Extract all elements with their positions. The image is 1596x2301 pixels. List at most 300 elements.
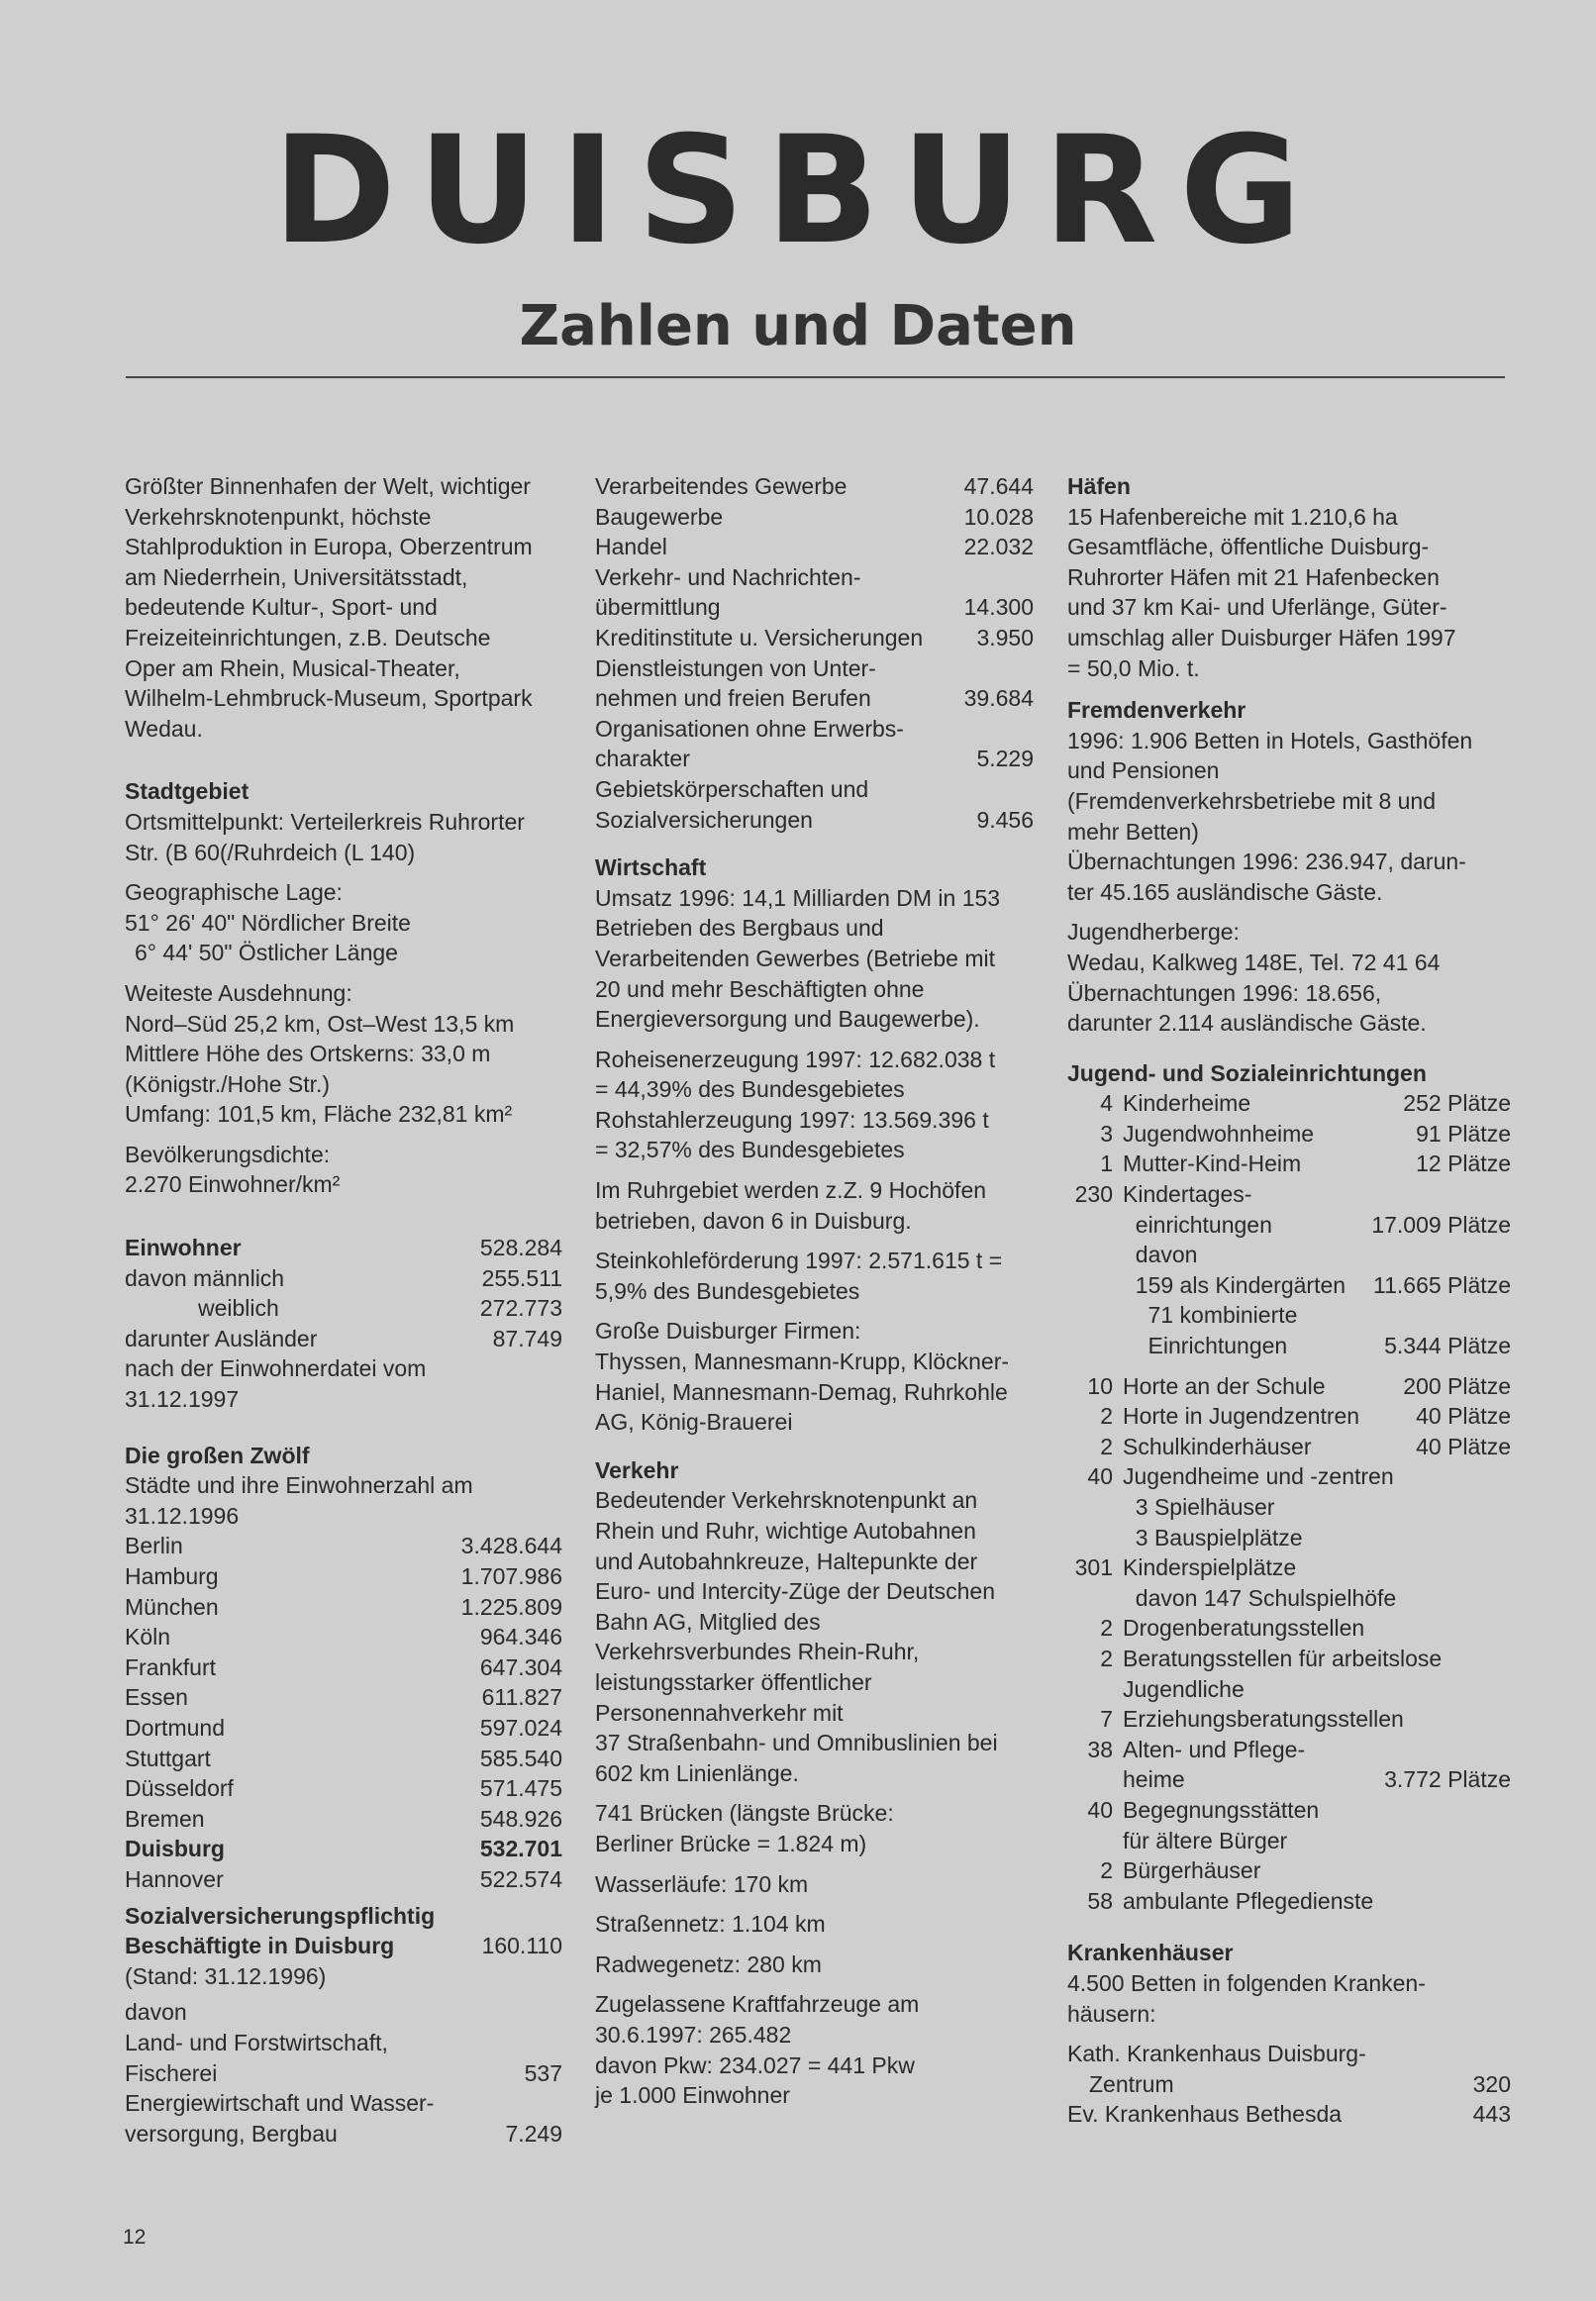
spacer — [595, 1979, 1034, 1989]
facility-name: Bürgerhäuser — [1123, 1857, 1261, 1884]
zwoelf-intro: Städte und ihre Einwohnerzahl am — [125, 1472, 473, 1499]
verkehr-line: und Autobahnkreuze, Haltepunkte der — [595, 1548, 978, 1574]
city-name: Hannover — [125, 1865, 224, 1892]
verkehr-heading: Verkehr — [595, 1456, 679, 1483]
facility-name: Jugendwohnheime — [1123, 1120, 1315, 1147]
city-row — [125, 1744, 562, 1774]
jugend-heading: Jugend- und Sozialeinrichtungen — [1067, 1059, 1427, 1086]
verkehr-line: Straßennetz: 1.104 km — [595, 1911, 826, 1938]
employment-value: 14.300 — [963, 594, 1034, 621]
intro-line: Freizeiteinrichtungen, z.B. Deutsche — [125, 624, 491, 650]
facility-capacity: 200 Plätze — [1403, 1372, 1511, 1399]
stadtgebiet-line: Weiteste Ausdehnung: — [125, 979, 352, 1006]
facility-count: 2 — [1100, 1615, 1113, 1642]
city-name: Düsseldorf — [125, 1775, 234, 1802]
wirtschaft-line: 20 und mehr Beschäftigten ohne — [595, 975, 925, 1002]
city-population: 585.540 — [479, 1745, 562, 1771]
hospital-row — [1067, 2069, 1511, 2100]
beschaeftigte-davon: davon — [125, 1999, 187, 2026]
einwohner-note: nach der Einwohnerdatei vom — [125, 1355, 427, 1382]
city-name: Essen — [125, 1684, 188, 1711]
facility-row — [1067, 1210, 1511, 1241]
fremdenverkehr-line: Übernachtungen 1996: 236.947, darun- — [1067, 849, 1466, 875]
employment-sector: Organisationen ohne Erwerbs- — [595, 715, 904, 742]
intro-line: Stahlproduktion in Europa, Oberzentrum — [125, 534, 533, 560]
facility-name: 3 Spielhäuser — [1123, 1494, 1275, 1520]
employment-value: 9.456 — [976, 806, 1034, 833]
haefen-line: Ruhrorter Häfen mit 21 Hafenbecken — [1067, 563, 1440, 590]
fremdenverkehr-line: und Pensionen — [1067, 757, 1220, 784]
haefen-line: umschlag aller Duisburger Häfen 1997 — [1067, 624, 1456, 650]
employment-sector: Kreditinstitute u. Versicherungen — [595, 624, 924, 650]
facility-row — [1067, 1179, 1511, 1210]
fremdenverkehr-line: Jugendherberge: — [1067, 919, 1240, 946]
facility-name: heime — [1123, 1766, 1185, 1793]
verkehr-section — [595, 1485, 1034, 2110]
facility-row — [1067, 1795, 1511, 1826]
beschaeftigte-heading-row — [125, 1931, 562, 1961]
employment-sector: Fischerei — [125, 2059, 218, 2086]
employment-row — [595, 744, 1034, 774]
facility-count: 38 — [1087, 1736, 1113, 1762]
verkehr-line: Wasserläufe: 170 km — [595, 1870, 809, 1897]
facility-row — [1067, 1855, 1511, 1886]
facility-row — [1067, 1270, 1511, 1301]
wirtschaft-section — [595, 883, 1034, 1438]
einwohner-value: 272.773 — [479, 1295, 562, 1322]
employment-row — [125, 2088, 562, 2119]
city-row — [125, 1622, 562, 1652]
employment-row — [595, 683, 1034, 714]
city-name: München — [125, 1593, 219, 1620]
employment-row — [125, 2119, 562, 2150]
city-population: 522.574 — [479, 1865, 562, 1892]
spacer — [125, 968, 562, 978]
city-row — [125, 1713, 562, 1744]
employment-row — [595, 774, 1034, 805]
facility-name: Alten- und Pflege- — [1123, 1736, 1306, 1762]
haefen-line: Gesamtfläche, öffentliche Duisburg- — [1067, 534, 1430, 560]
employment-sector: charakter — [595, 746, 690, 772]
einwohner-label: darunter Ausländer — [125, 1325, 318, 1351]
facility-count: 1 — [1100, 1150, 1113, 1177]
facility-row — [1067, 1088, 1511, 1119]
wirtschaft-line: Thyssen, Mannesmann-Krupp, Klöckner- — [595, 1349, 1010, 1375]
facility-row — [1067, 1461, 1511, 1492]
stadtgebiet-heading: Stadtgebiet — [125, 778, 249, 805]
verkehr-line: leistungsstarker öffentlicher — [595, 1668, 872, 1695]
verkehr-line: Radwegenetz: 280 km — [595, 1951, 822, 1977]
city-row — [125, 1652, 562, 1683]
facility-name: 71 kombinierte — [1123, 1302, 1298, 1329]
stadtgebiet-line: Umfang: 101,5 km, Fläche 232,81 km² — [125, 1101, 513, 1128]
verkehr-line: Bedeutender Verkehrsknotenpunkt an — [595, 1487, 978, 1514]
intro-line: Wilhelm-Lehmbruck-Museum, Sportpark — [125, 685, 533, 712]
facility-name: Schulkinderhäuser — [1123, 1433, 1312, 1459]
intro-line: Oper am Rhein, Musical-Theater, — [125, 654, 460, 681]
einwohner-row — [125, 1324, 562, 1354]
spacer — [1067, 2029, 1511, 2039]
einwohner-value: 87.749 — [492, 1325, 562, 1351]
employment-row — [595, 502, 1034, 533]
krankenhaeuser-section — [1067, 1968, 1511, 2130]
facility-name: Beratungsstellen für arbeitslose — [1123, 1645, 1443, 1671]
employment-value: 22.032 — [963, 534, 1034, 560]
city-row — [125, 1592, 562, 1623]
city-row — [125, 1561, 562, 1592]
facility-name: 159 als Kindergärten — [1123, 1271, 1347, 1298]
facility-count: 230 — [1074, 1181, 1113, 1208]
facility-name: 3 Bauspielplätze — [1123, 1524, 1303, 1551]
city-row — [125, 1864, 562, 1895]
einwohner-row — [125, 1293, 562, 1324]
city-population: 532.701 — [479, 1836, 562, 1862]
stadtgebiet-line: Ortsmittelpunkt: Verteilerkreis Ruhrorter — [125, 808, 525, 835]
spacer — [595, 1859, 1034, 1869]
fremdenverkehr-line: mehr Betten) — [1067, 818, 1199, 845]
hospital-beds: 320 — [1472, 2070, 1511, 2097]
einwohner-note: 31.12.1997 — [125, 1386, 240, 1413]
einwohner-total: 528.284 — [479, 1235, 562, 1261]
employment-sector: übermittlung — [595, 594, 721, 621]
city-population: 1.225.809 — [460, 1593, 562, 1620]
verkehr-line: Verkehrsverbundes Rhein-Ruhr, — [595, 1639, 920, 1665]
wirtschaft-line: = 32,57% des Bundesgebietes — [595, 1137, 905, 1163]
haefen-section — [1067, 502, 1511, 684]
hospital-beds: 443 — [1472, 2101, 1511, 2128]
facility-row — [1067, 1401, 1511, 1432]
city-name: Duisburg — [125, 1836, 225, 1862]
stadtgebiet-line: 6° 44' 50" Östlicher Länge — [135, 940, 398, 966]
facility-capacity: 91 Plätze — [1416, 1120, 1511, 1147]
spacer — [595, 1165, 1034, 1175]
facility-row — [1067, 1240, 1511, 1270]
facility-count: 3 — [1100, 1120, 1113, 1147]
facility-row — [1067, 1492, 1511, 1523]
city-row — [125, 1834, 562, 1864]
employment-sector: Land- und Forstwirtschaft, — [125, 2029, 388, 2055]
facility-row — [1067, 1331, 1511, 1361]
city-population: 964.346 — [479, 1624, 562, 1651]
stadtgebiet-line: Bevölkerungsdichte: — [125, 1141, 331, 1167]
einwohner-heading: Einwohner — [125, 1235, 242, 1261]
facility-name: einrichtungen — [1123, 1211, 1272, 1238]
employment-row — [595, 592, 1034, 623]
facility-count: 40 — [1087, 1796, 1113, 1823]
beschaeftigte-list — [125, 2028, 562, 2149]
beschaeftigte-stand: (Stand: 31.12.1996) — [125, 1962, 327, 1989]
verkehr-line: Rhein und Ruhr, wichtige Autobahnen — [595, 1518, 976, 1544]
facility-name: davon — [1123, 1242, 1198, 1268]
employment-value: 5.229 — [976, 746, 1034, 772]
stadtgebiet-line: 51° 26' 40" Nördlicher Breite — [125, 909, 411, 936]
hospital-name: Zentrum — [1089, 2070, 1174, 2097]
wirtschaft-line: Umsatz 1996: 14,1 Milliarden DM in 153 — [595, 884, 1001, 911]
verkehr-line: davon Pkw: 234.027 = 441 Pkw — [595, 2051, 915, 2078]
verkehr-line: je 1.000 Einwohner — [595, 2082, 790, 2109]
facility-row — [1067, 1149, 1511, 1179]
wirtschaft-line: Roheisenerzeugung 1997: 12.682.038 t — [595, 1046, 996, 1072]
facility-row — [1067, 1552, 1511, 1583]
facility-row — [1067, 1371, 1511, 1402]
page-subtitle: Zahlen und Daten — [519, 294, 1077, 358]
wirtschaft-heading: Wirtschaft — [595, 854, 707, 881]
fremdenverkehr-line: 1996: 1.906 Betten in Hotels, Gasthöfen — [1067, 727, 1473, 753]
wirtschaft-line: Große Duisburger Firmen: — [595, 1318, 861, 1345]
facility-capacity: 40 Plätze — [1416, 1403, 1511, 1430]
fremdenverkehr-line: darunter 2.114 ausländische Gäste. — [1067, 1010, 1427, 1037]
city-list — [125, 1531, 562, 1894]
spacer — [595, 1788, 1034, 1798]
einwohner-row — [125, 1263, 562, 1294]
intro-line: Größter Binnenhafen der Welt, wichtiger — [125, 473, 531, 499]
hospital-row — [1067, 2039, 1511, 2069]
spacer — [125, 867, 562, 877]
employment-value: 3.950 — [976, 624, 1034, 650]
facility-name: Einrichtungen — [1123, 1333, 1288, 1359]
facility-row — [1067, 1300, 1511, 1331]
facility-capacity: 40 Plätze — [1416, 1433, 1511, 1459]
facility-row — [1067, 1583, 1511, 1614]
city-row — [125, 1531, 562, 1561]
haefen-line: und 37 km Kai- und Uferlänge, Güter- — [1067, 594, 1447, 621]
stadtgebiet-line: 2.270 Einwohner/km² — [125, 1171, 341, 1198]
facility-count: 2 — [1100, 1645, 1113, 1671]
zwoelf-intro: 31.12.1996 — [125, 1502, 240, 1529]
column-1 — [125, 471, 562, 2149]
facility-row — [1067, 1826, 1511, 1856]
facility-name: Jugendliche — [1123, 1675, 1245, 1702]
facility-row — [1067, 1735, 1511, 1765]
facility-count: 58 — [1087, 1887, 1113, 1914]
employment-sector: Sozialversicherungen — [595, 806, 813, 833]
verkehr-line: 602 km Linienlänge. — [595, 1759, 799, 1786]
city-name: Köln — [125, 1624, 171, 1651]
city-name: Hamburg — [125, 1563, 219, 1589]
employment-row — [125, 2058, 562, 2089]
beschaeftigte-heading: Sozialversicherungspflichtig — [125, 1902, 436, 1929]
stadtgebiet-line: Nord–Süd 25,2 km, Ost–West 13,5 km — [125, 1010, 515, 1037]
spacer — [125, 1130, 562, 1140]
wirtschaft-line: Im Ruhrgebiet werden z.Z. 9 Hochöfen — [595, 1177, 987, 1204]
employment-row — [595, 623, 1034, 653]
city-name: Frankfurt — [125, 1653, 217, 1680]
facility-row — [1067, 1432, 1511, 1462]
facility-capacity: 252 Plätze — [1403, 1090, 1511, 1117]
spacer — [1067, 907, 1511, 917]
facility-capacity: 12 Plätze — [1416, 1150, 1511, 1177]
intro-line: Wedau. — [125, 715, 203, 742]
spacer — [595, 1236, 1034, 1246]
facility-name: Mutter-Kind-Heim — [1123, 1150, 1302, 1177]
stadtgebiet-line: (Königstr./Hohe Str.) — [125, 1070, 331, 1097]
employment-value: 7.249 — [505, 2120, 562, 2147]
facility-name: Begegnungsstätten — [1123, 1796, 1320, 1823]
haefen-heading: Häfen — [1067, 473, 1131, 499]
facility-row — [1067, 1704, 1511, 1735]
beschaeftigte-list-continued — [595, 471, 1034, 835]
employment-sector: nehmen und freien Berufen — [595, 685, 871, 712]
verkehr-line: 30.6.1997: 265.482 — [595, 2021, 792, 2048]
spacer — [595, 1899, 1034, 1909]
employment-row — [595, 714, 1034, 745]
intro-line: am Niederrhein, Universitätsstadt, — [125, 563, 468, 590]
facility-count: 2 — [1100, 1857, 1113, 1884]
employment-value: 47.644 — [963, 473, 1034, 499]
verkehr-line: Euro- und Intercity-Züge der Deutschen — [595, 1578, 995, 1605]
facility-count: 40 — [1087, 1463, 1113, 1490]
employment-row — [595, 471, 1034, 502]
city-population: 611.827 — [481, 1684, 562, 1711]
city-name: Stuttgart — [125, 1745, 211, 1771]
facility-row — [1067, 1119, 1511, 1150]
hospital-name: Ev. Krankenhaus Bethesda — [1067, 2101, 1343, 2128]
einwohner-heading-row — [125, 1233, 562, 1263]
employment-sector: Verarbeitendes Gewerbe — [595, 473, 848, 499]
fremdenverkehr-line: Wedau, Kalkweg 148E, Tel. 72 41 64 — [1067, 949, 1441, 975]
einwohner-label: davon männlich — [125, 1264, 285, 1291]
facility-capacity: 5.344 Plätze — [1384, 1333, 1511, 1359]
facility-row — [1067, 1674, 1511, 1705]
hospital-row — [1067, 2099, 1511, 2130]
city-row — [125, 1682, 562, 1713]
column-3 — [1067, 471, 1511, 2130]
city-row — [125, 1773, 562, 1804]
facility-row — [1067, 1613, 1511, 1644]
facility-count: 2 — [1100, 1403, 1113, 1430]
haefen-line: 15 Hafenbereiche mit 1.210,6 ha — [1067, 503, 1398, 530]
verkehr-line: 741 Brücken (längste Brücke: — [595, 1800, 894, 1827]
einwohner-value: 255.511 — [481, 1264, 562, 1291]
facility-name: Kindertages- — [1123, 1181, 1252, 1208]
city-population: 571.475 — [479, 1775, 562, 1802]
employment-row — [595, 805, 1034, 836]
facility-capacity: 11.665 Plätze — [1373, 1271, 1511, 1298]
city-row — [125, 1804, 562, 1835]
verkehr-line: Berliner Brücke = 1.824 m) — [595, 1830, 867, 1856]
fremdenverkehr-line: Übernachtungen 1996: 18.656, — [1067, 979, 1382, 1006]
fremdenverkehr-section — [1067, 726, 1511, 1039]
facility-row — [1067, 1886, 1511, 1917]
city-name: Berlin — [125, 1533, 183, 1559]
wirtschaft-line: Steinkohleförderung 1997: 2.571.615 t = — [595, 1248, 1003, 1274]
wirtschaft-line: Energieversorgung und Baugewerbe). — [595, 1006, 980, 1033]
employment-sector: Dienstleistungen von Unter- — [595, 654, 876, 681]
page-number: 12 — [123, 2226, 147, 2249]
employment-value: 39.684 — [963, 685, 1034, 712]
stadtgebiet-line: Mittlere Höhe des Ortskerns: 33,0 m — [125, 1041, 491, 1067]
title-divider — [126, 376, 1505, 378]
wirtschaft-line: 5,9% des Bundesgebietes — [595, 1277, 860, 1304]
facility-name: ambulante Pflegedienste — [1123, 1887, 1374, 1914]
wirtschaft-line: Haniel, Mannesmann-Demag, Ruhrkohle — [595, 1378, 1008, 1405]
employment-sector: Energiewirtschaft und Wasser- — [125, 2090, 435, 2117]
fremdenverkehr-heading: Fremdenverkehr — [1067, 697, 1247, 724]
facility-count: 4 — [1100, 1090, 1113, 1117]
krankenhaus-intro: 4.500 Betten in folgenden Kranken- — [1067, 1969, 1426, 1996]
facility-count: 7 — [1100, 1706, 1113, 1733]
verkehr-line: Personennahverkehr mit — [595, 1699, 844, 1726]
wirtschaft-line: Rohstahlerzeugung 1997: 13.569.396 t — [595, 1106, 989, 1133]
wirtschaft-line: = 44,39% des Bundesgebietes — [595, 1076, 905, 1103]
employment-row — [595, 532, 1034, 562]
city-population: 3.428.644 — [460, 1533, 562, 1559]
employment-sector: Verkehr- und Nachrichten- — [595, 563, 861, 590]
verkehr-line: Zugelassene Kraftfahrzeuge am — [595, 1991, 920, 2018]
intro-paragraph — [125, 471, 562, 744]
wirtschaft-line: Verarbeitenden Gewerbes (Betriebe mit — [595, 945, 995, 971]
facility-name: Kinderspielplätze — [1123, 1554, 1297, 1581]
employment-value: 10.028 — [963, 503, 1034, 530]
employment-row — [125, 2028, 562, 2058]
spacer — [1067, 1361, 1511, 1371]
facility-name: Kinderheime — [1123, 1090, 1251, 1117]
zwoelf-heading: Die großen Zwölf — [125, 1442, 310, 1468]
facility-capacity: 3.772 Plätze — [1384, 1766, 1511, 1793]
fremdenverkehr-line: (Fremdenverkehrsbetriebe mit 8 und — [1067, 787, 1436, 814]
city-population: 548.926 — [479, 1805, 562, 1832]
krankenhaus-intro: häusern: — [1067, 2000, 1156, 2027]
einwohner-label: weiblich — [198, 1295, 279, 1322]
facility-count: 2 — [1100, 1433, 1113, 1459]
facility-name: Horte in Jugendzentren — [1123, 1403, 1360, 1430]
facility-name: Drogenberatungsstellen — [1123, 1615, 1365, 1642]
haefen-line: = 50,0 Mio. t. — [1067, 654, 1200, 681]
employment-row — [595, 653, 1034, 684]
employment-value: 537 — [524, 2059, 562, 2086]
spacer — [595, 1306, 1034, 1316]
facility-count: 301 — [1074, 1554, 1113, 1581]
facility-name: für ältere Bürger — [1123, 1827, 1288, 1853]
hospital-name: Kath. Krankenhaus Duisburg- — [1067, 2041, 1366, 2067]
facility-name: Jugendheime und -zentren — [1123, 1463, 1394, 1490]
wirtschaft-line: Betrieben des Bergbaus und — [595, 915, 884, 942]
verkehr-line: 37 Straßenbahn- und Omnibuslinien bei — [595, 1730, 998, 1756]
facility-count: 10 — [1087, 1372, 1113, 1399]
wirtschaft-line: betrieben, davon 6 in Duisburg. — [595, 1207, 912, 1234]
stadtgebiet-line: Geographische Lage: — [125, 879, 343, 906]
facility-name: davon 147 Schulspielhöfe — [1123, 1584, 1397, 1611]
beschaeftigte-heading-2: Beschäftigte in Duisburg — [125, 1933, 395, 1959]
column-2 — [595, 471, 1034, 2111]
wirtschaft-line: AG, König-Brauerei — [595, 1409, 793, 1436]
city-population: 597.024 — [479, 1714, 562, 1741]
city-name: Bremen — [125, 1805, 205, 1832]
spacer — [595, 1940, 1034, 1950]
employment-sector: Baugewerbe — [595, 503, 724, 530]
facility-row — [1067, 1764, 1511, 1795]
employment-sector: Handel — [595, 534, 667, 560]
city-population: 1.707.986 — [460, 1563, 562, 1589]
employment-sector: versorgung, Bergbau — [125, 2120, 338, 2147]
spacer — [595, 1035, 1034, 1045]
stadtgebiet-line: Str. (B 60(/Ruhrdeich (L 140) — [125, 839, 416, 865]
intro-line: bedeutende Kultur-, Sport- und — [125, 594, 438, 621]
verkehr-line: Bahn AG, Mitglied des — [595, 1608, 821, 1635]
facility-row — [1067, 1523, 1511, 1553]
city-name: Dortmund — [125, 1714, 225, 1741]
city-population: 647.304 — [479, 1653, 562, 1680]
facility-row — [1067, 1644, 1511, 1674]
facility-capacity: 17.009 Plätze — [1371, 1211, 1511, 1238]
page-title: DUISBURG — [272, 105, 1324, 277]
employment-sector: Gebietskörperschaften und — [595, 775, 869, 802]
employment-row — [595, 562, 1034, 593]
beschaeftigte-total: 160.110 — [481, 1933, 562, 1959]
krankenhaeuser-heading: Krankenhäuser — [1067, 1940, 1234, 1966]
fremdenverkehr-line: ter 45.165 ausländische Gäste. — [1067, 878, 1383, 905]
facility-name: Horte an der Schule — [1123, 1372, 1326, 1399]
